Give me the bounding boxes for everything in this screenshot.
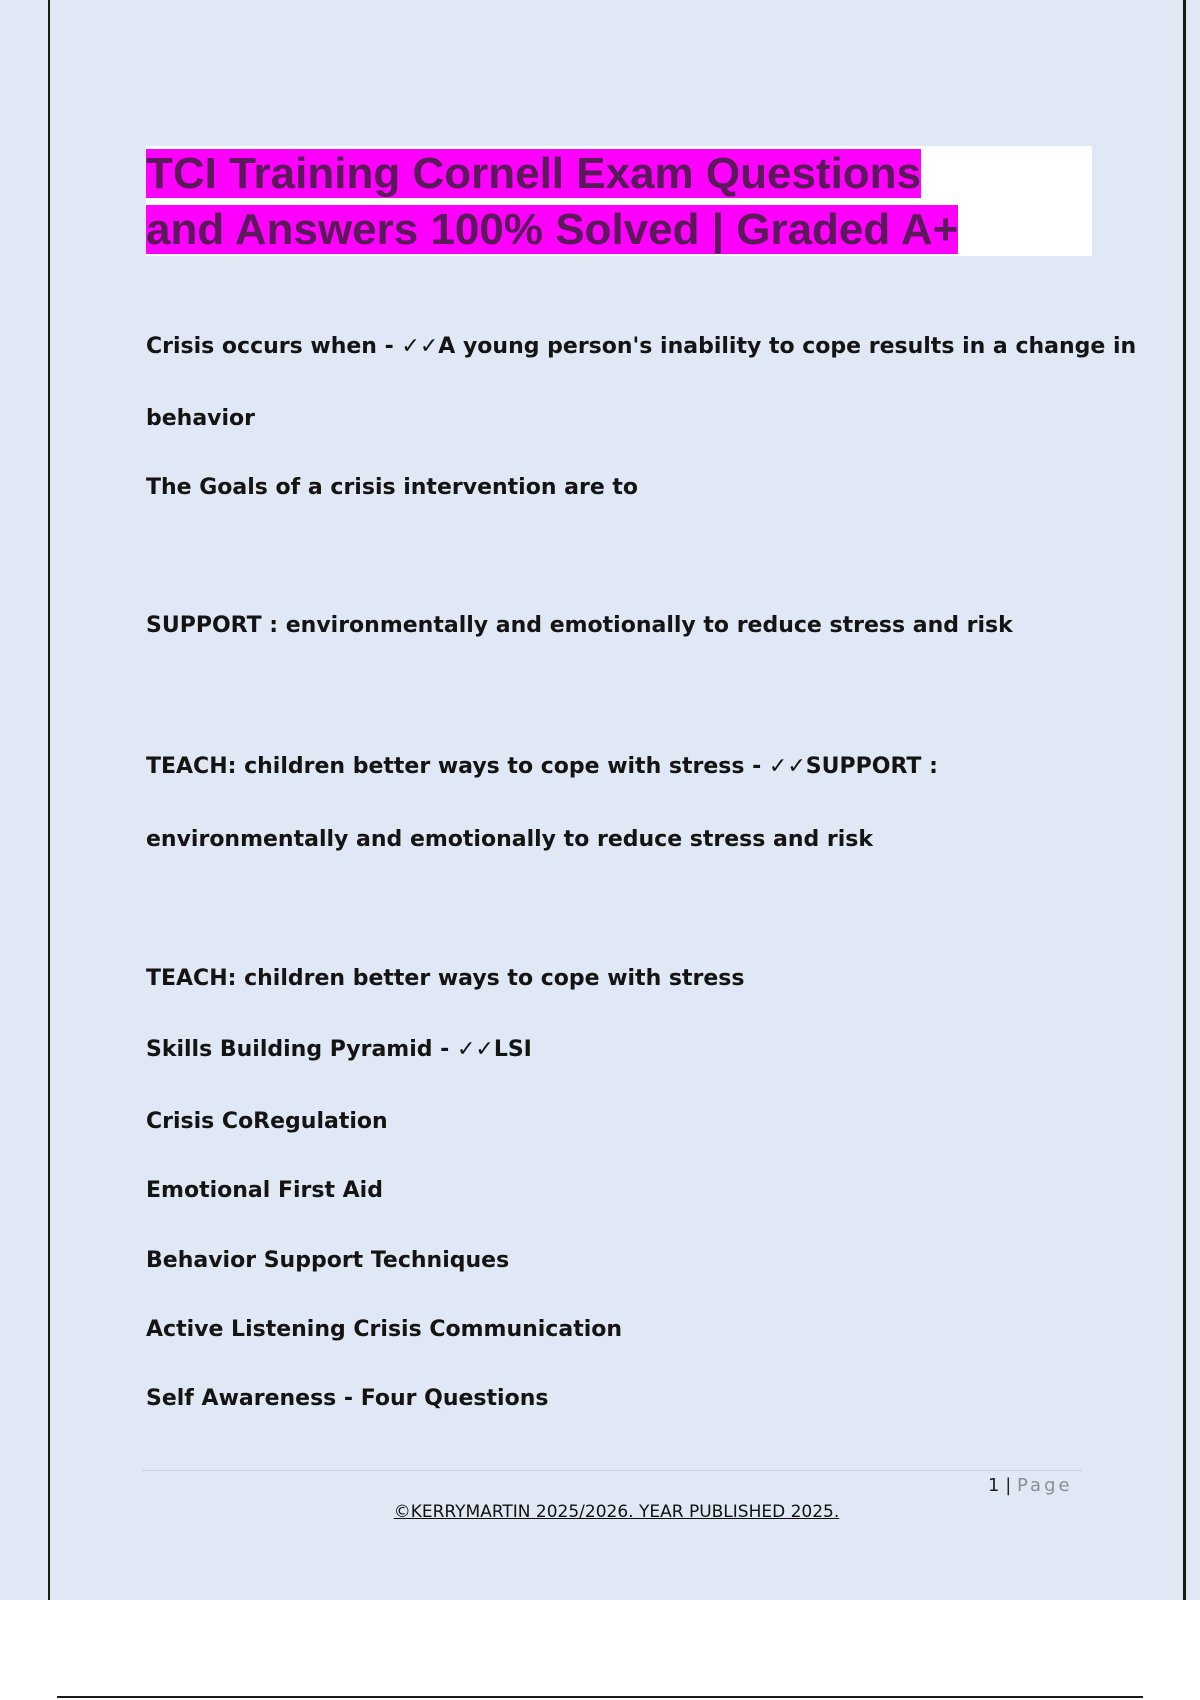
title-line-1: TCI Training Cornell Exam Questions xyxy=(146,149,922,198)
title-block xyxy=(146,146,1092,256)
paragraph: Self Awareness - Four Questions xyxy=(146,1386,549,1411)
paragraph: SUPPORT : environmentally and emotionally to reduce stress and risk xyxy=(146,613,1013,638)
paragraph: TEACH: children better ways to cope with stress - ✓✓SUPPORT : xyxy=(146,754,938,779)
page-number xyxy=(988,1474,1073,1498)
page-border-right xyxy=(1183,0,1186,1600)
page-number-separator: | xyxy=(1005,1475,1012,1496)
copyright-notice: ©KERRYMARTIN 2025/2026. YEAR PUBLISHED 2025. xyxy=(393,1502,840,1522)
paragraph: The Goals of a crisis intervention are to xyxy=(146,475,639,500)
paragraph: Active Listening Crisis Communication xyxy=(146,1317,623,1342)
paragraph: Crisis CoRegulation xyxy=(146,1109,388,1134)
paragraph: Crisis occurs when - ✓✓A young person's inability to cope results in a change in xyxy=(146,334,1137,359)
page-label: Page xyxy=(1017,1475,1073,1496)
page-border-left xyxy=(48,0,50,1600)
paragraph: Skills Building Pyramid - ✓✓LSI xyxy=(146,1037,532,1062)
bottom-divider xyxy=(57,1696,1143,1698)
paragraph: behavior xyxy=(146,406,256,431)
page-number-value: 1 xyxy=(988,1475,1000,1496)
title-line-2: and Answers 100% Solved | Graded A+ xyxy=(146,205,959,254)
paragraph: environmentally and emotionally to reduce stress and risk xyxy=(146,827,874,852)
paragraph: TEACH: children better ways to cope with stress xyxy=(146,966,745,991)
footer-divider xyxy=(142,1470,1082,1471)
paragraph: Emotional First Aid xyxy=(146,1178,383,1203)
document-title xyxy=(146,146,1092,258)
paragraph: Behavior Support Techniques xyxy=(146,1248,510,1273)
